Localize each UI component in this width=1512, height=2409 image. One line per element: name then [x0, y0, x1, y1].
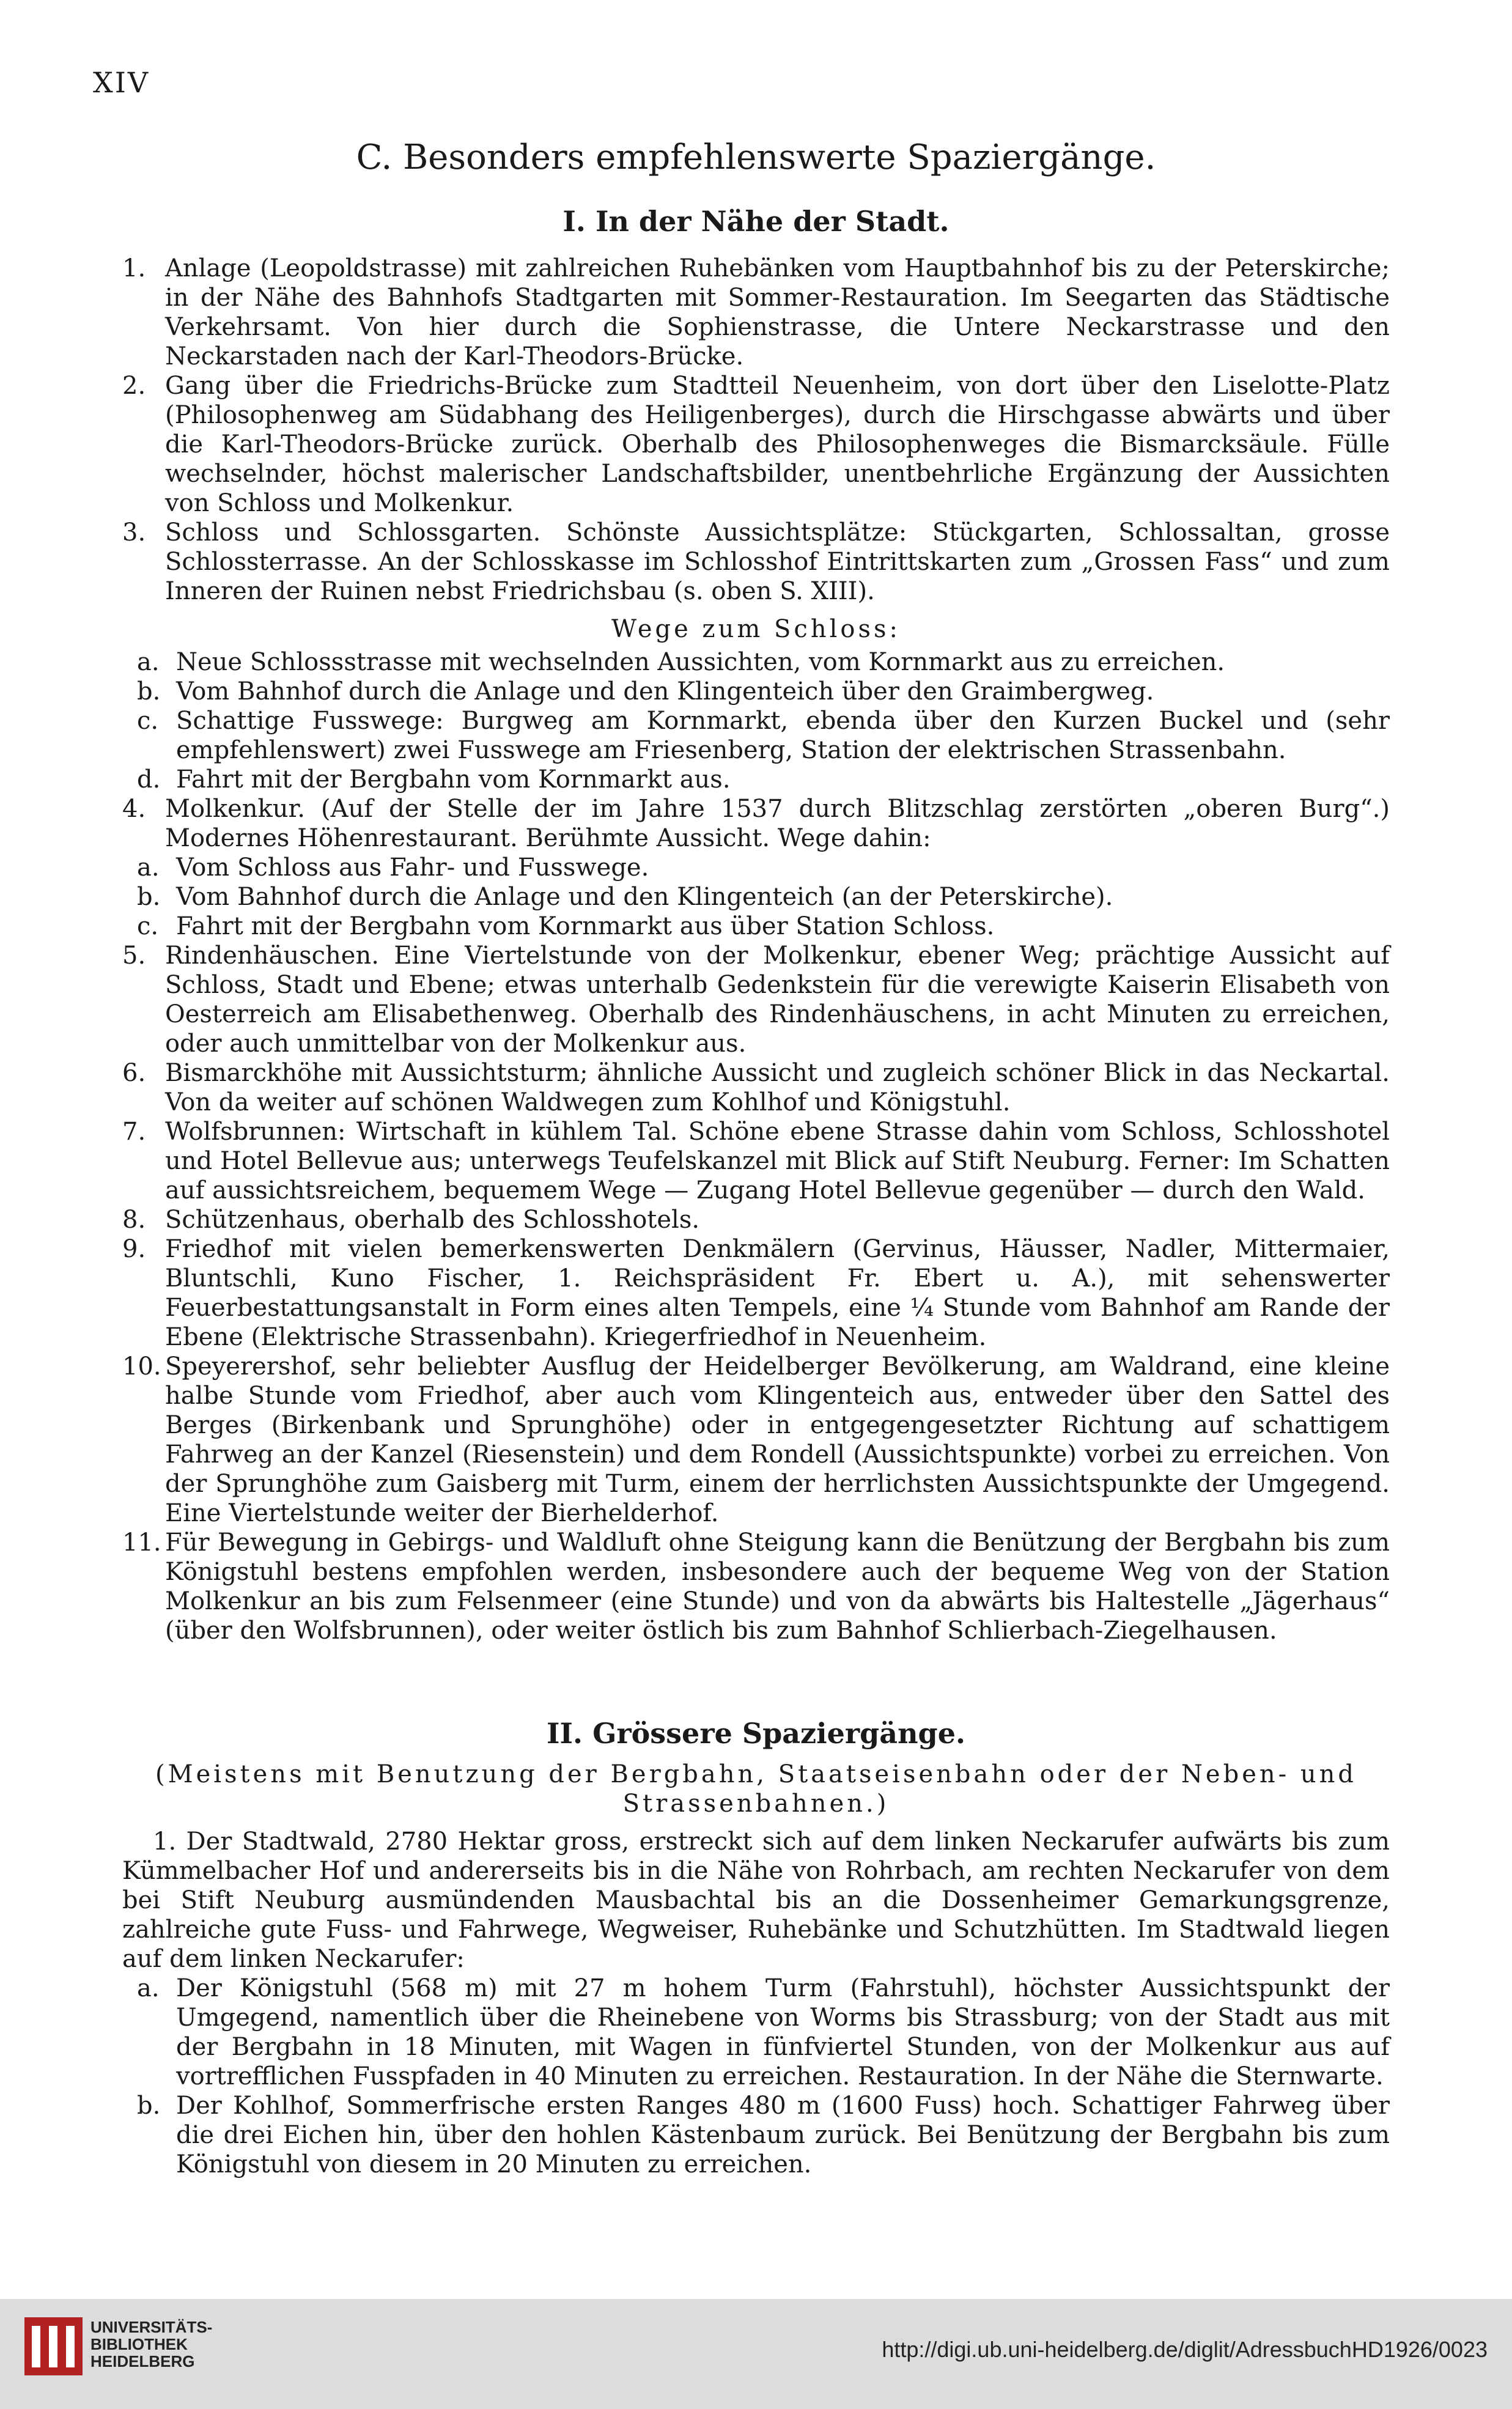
wege-list	[122, 647, 1390, 794]
page-number: XIV	[93, 66, 150, 99]
item-number: 9.	[122, 1235, 146, 1263]
library-name-line: UNIVERSITÄTS-	[90, 2318, 213, 2336]
library-name-line: BIBLIOTHEK	[90, 2335, 188, 2353]
list-item	[137, 853, 1390, 882]
list-item	[137, 706, 1390, 765]
item-text: Bismarckhöhe mit Aussichtsturm; ähnliche Aussicht und zugleich schöner Blick in das Neckartal. Von da weiter auf schönen Waldwegen zum Kohlhof und Königstuhl.	[165, 1059, 1390, 1116]
list-item	[122, 794, 1390, 853]
section2-body	[122, 1760, 1390, 2179]
item-letter: c.	[137, 707, 159, 735]
list-item	[122, 1234, 1390, 1352]
item-number: 4.	[122, 795, 146, 823]
stadtwald-paragraph: 1. Der Stadtwald, 2780 Hektar gross, erstreckt sich auf dem linken Neckarufer aufwärts bis zum Kümmelbacher Hof und andererseits bis in die Nähe von Rohrbach, am rechten Neckarufer von dem bei Stift Neuburg ausmündenden Mausbachtal bis an die Dossenheimer Gemarkungsgrenze, zahlreiche gute Fuss- und Fahrwege, Wegweiser, Ruhebänke und Schutzhütten. Im Stadtwald liegen auf dem linken Neckarufer:	[122, 1828, 1390, 1973]
item-letter: b.	[137, 2092, 161, 2120]
section2-heading: II. Grössere Spaziergänge.	[547, 1717, 965, 1750]
list-item	[122, 1205, 1390, 1234]
list-item	[122, 254, 1390, 371]
item-text: Schattige Fusswege: Burgweg am Kornmarkt, ebenda über den Kurzen Buckel und (sehr empfehlenswert) zwei Fusswege am Friesenberg, Station der elektrischen Strassenbahn.	[176, 707, 1390, 764]
item-text: Gang über die Friedrichs-Brücke zum Stadtteil Neuenheim, von dort über den Liselotte-Platz (Philosophenweg am Südabhang des Heiligenberges), durch die Hirschgasse abwärts und über die Karl-Theodors-Brücke zurück. Oberhalb des Philosophenweges die Bismarcksäule. Fülle wechselnder, höchst malerischer Landschaftsbilder, unentbehrliche Ergänzung der Aussichten von Schloss und Molkenkur.	[165, 372, 1390, 517]
wege-heading: Wege zum Schloss:	[611, 615, 901, 643]
item-text: Vom Bahnhof durch die Anlage und den Klingenteich über den Graimbergweg.	[176, 677, 1154, 706]
item-text: Fahrt mit der Bergbahn vom Kornmarkt aus über Station Schloss.	[176, 912, 995, 940]
item-text: Speyerershof, sehr beliebter Ausflug der Heidelberger Bevölkerung, am Waldrand, eine kleine halbe Stunde vom Friedhof, aber auch vom Klingenteich aus, entweder über den Sattel des Berges (Birkenbank und Sprunghöhe) oder in entgegengesetzter Richtung auf schattigem Fahrweg an der Kanzel (Riesenstein) und dem Rondell (Aussichtspunkte) vorbei zu erreichen. Von der Sprunghöhe zum Gaisberg mit Turm, einem der herrlichsten Aussichtspunkte der Umgegend. Eine Viertelstunde weiter der Bierhelderhof.	[165, 1352, 1390, 1527]
item-text: Molkenkur. (Auf der Stelle der im Jahre 1537 durch Blitzschlag zerstörten „oberen Burg“.) Modernes Höhenrestaurant. Berühmte Aussicht. Wege dahin:	[165, 795, 1390, 852]
item-number: 6.	[122, 1059, 146, 1087]
item-letter: b.	[137, 883, 161, 911]
item-number: 8.	[122, 1206, 146, 1234]
item-text: Schloss und Schlossgarten. Schönste Aussichtsplätze: Stückgarten, Schlossaltan, grosse Schlossterrasse. An der Schlosskasse im Schlosshof Eintrittskarten zum „Grossen Fass“ und zum Inneren der Ruinen nebst Friedrichsbau (s. oben S. XIII).	[165, 518, 1390, 605]
item-text: Der Kohlhof, Sommerfrische ersten Ranges 480 m (1600 Fuss) hoch. Schattiger Fahrweg über die drei Eichen hin, über den hohlen Kästenbaum zurück. Bei Benützung der Bergbahn bis zum Königstuhl von diesem in 20 Minuten zu erreichen.	[176, 2092, 1390, 2178]
stadtwald-list	[122, 1974, 1390, 2179]
item-letter: c.	[137, 912, 159, 940]
list-item	[137, 677, 1390, 706]
library-logo-icon	[24, 2317, 83, 2375]
list-item	[122, 1117, 1390, 1205]
item-number: 10.	[122, 1352, 161, 1381]
list-item	[122, 1528, 1390, 1645]
section1-body	[122, 254, 1390, 1645]
item-number: 11.	[122, 1529, 161, 1557]
library-name-line: HEIDELBERG	[90, 2352, 195, 2370]
list-item	[137, 882, 1390, 912]
item-text: Der Königstuhl (568 m) mit 27 m hohem Turm (Fahrstuhl), höchster Aussichtspunkt der Umgegend, namentlich über die Rheinebene von Worms bis Strassburg; von der Stadt aus mit der Bergbahn in 18 Minuten, mit Wagen in fünfviertel Stunden, von der Molkenkur aus auf vortrefflichen Fusspfaden in 40 Minuten zu erreichen. Restauration. In der Nähe die Sternwarte.	[176, 1974, 1390, 2090]
item-letter: d.	[137, 765, 161, 794]
page-title: C. Besonders empfehlenswerte Spaziergänge.	[356, 138, 1156, 177]
list-item	[122, 941, 1390, 1058]
list-item	[137, 765, 1390, 794]
item-text: Friedhof mit vielen bemerkenswerten Denkmälern (Gervinus, Häusser, Nadler, Mittermaier, Bluntschli, Kuno Fischer, 1. Reichspräsident Fr. Ebert u. A.), mit sehenswerter Feuerbestattungsanstalt in Form eines alten Tempels, eine ¼ Stunde vom Bahnhof am Rande der Ebene (Elektrische Strassenbahn). Kriegerfriedhof in Neuenheim.	[165, 1235, 1390, 1351]
item-text: Anlage (Leopoldstrasse) mit zahlreichen Ruhebänken vom Hauptbahnhof bis zu der Peterskirche; in der Nähe des Bahnhofs Stadtgarten mit Sommer-Restauration. Im Seegarten das Städtische Verkehrsamt. Von hier durch die Sophienstrasse, die Untere Neckarstrasse und den Neckarstaden nach der Karl-Theodors-Brücke.	[165, 254, 1390, 371]
list-item	[122, 1352, 1390, 1528]
source-url-link[interactable]: http://digi.ub.uni-heidelberg.de/diglit/AdressbuchHD1926/0023	[882, 2337, 1488, 2362]
item-letter: a.	[137, 854, 160, 882]
item-text: Rindenhäuschen. Eine Viertelstunde von der Molkenkur, ebener Weg; prächtige Aussicht auf Schloss, Stadt und Ebene; etwas unterhalb Gedenkstein für die verewigte Kaiserin Elisabeth von Oesterreich am Elisabethenweg. Oberhalb des Rindenhäuschens, in acht Minuten zu erreichen, oder auch unmittelbar von der Molkenkur aus.	[165, 942, 1390, 1058]
list-item	[137, 1974, 1390, 2091]
item-text: Schützenhaus, oberhalb des Schlosshotels.	[165, 1206, 700, 1234]
molkenkur-routes	[122, 853, 1390, 941]
item-text: Neue Schlossstrasse mit wechselnden Aussichten, vom Kornmarkt aus zu erreichen.	[176, 648, 1225, 676]
item-number: 5.	[122, 942, 146, 970]
section2-subheading: (Meistens mit Benutzung der Bergbahn, Staatseisenbahn oder der Neben- und Strassenbahnen.)	[155, 1760, 1357, 1818]
item-number: 1.	[122, 254, 146, 282]
item-number: 3.	[122, 518, 146, 547]
library-name	[90, 2319, 212, 2370]
item-number: 7.	[122, 1118, 146, 1146]
section1-heading: I. In der Nähe der Stadt.	[562, 205, 950, 238]
item-number: 2.	[122, 372, 146, 400]
list-item	[137, 912, 1390, 941]
item-letter: a.	[137, 1974, 160, 2002]
item-text: Für Bewegung in Gebirgs- und Waldluft ohne Steigung kann die Benützung der Bergbahn bis zum Königstuhl bestens empfohlen werden, insbesondere auch der bequeme Weg von der Station Molkenkur an bis zum Felsenmeer (eine Stunde) und von da abwärts bis Haltestelle „Jägerhaus“ (über den Wolfsbrunnen), oder weiter östlich bis zum Bahnhof Schlierbach-Ziegelhausen.	[165, 1529, 1390, 1645]
list-item	[122, 1058, 1390, 1117]
list-item	[137, 2091, 1390, 2179]
list-item	[137, 647, 1390, 677]
item-text: Vom Bahnhof durch die Anlage und den Klingenteich (an der Peterskirche).	[176, 883, 1113, 911]
item-letter: a.	[137, 648, 160, 676]
list-item	[122, 518, 1390, 606]
list-item	[122, 371, 1390, 518]
item-letter: b.	[137, 677, 161, 706]
item-text: Fahrt mit der Bergbahn vom Kornmarkt aus.	[176, 765, 731, 794]
footer-bar	[0, 2299, 1512, 2409]
item-text: Wolfsbrunnen: Wirtschaft in kühlem Tal. Schöne ebene Strasse dahin vom Schloss, Schlosshotel und Hotel Bellevue aus; unterwegs Teufelskanzel mit Blick auf Stift Neuburg. Ferner: Im Schatten auf aussichtsreichem, bequemem Wege — Zugang Hotel Bellevue gegenüber — durch den Wald.	[165, 1118, 1390, 1204]
item-text: Vom Schloss aus Fahr- und Fusswege.	[176, 854, 649, 882]
